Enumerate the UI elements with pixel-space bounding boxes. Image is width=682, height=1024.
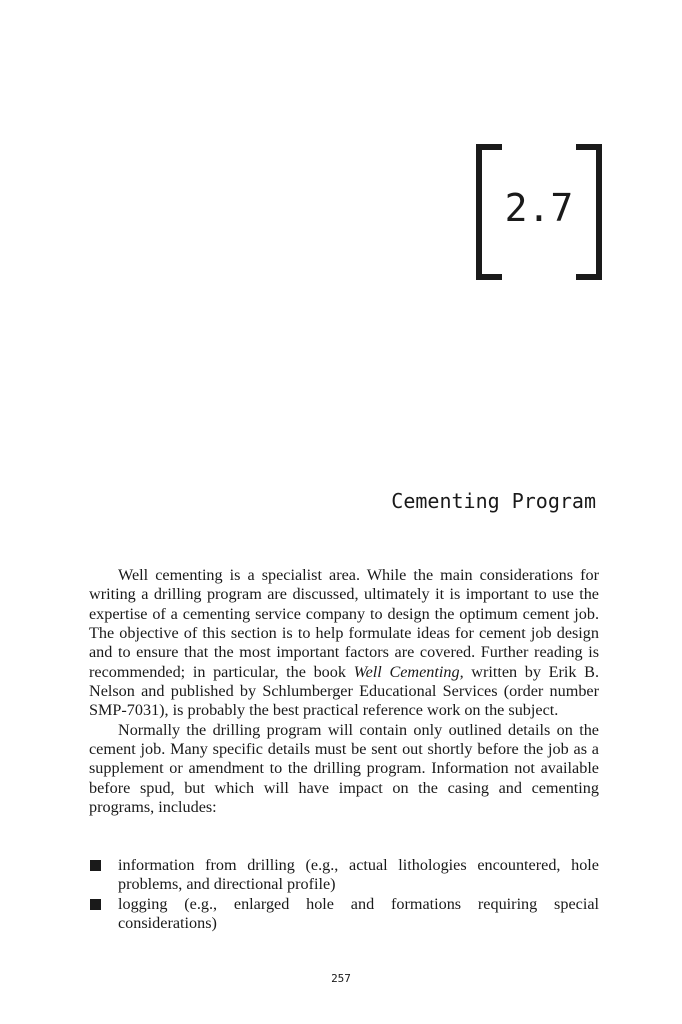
chapter-number-badge	[476, 144, 602, 274]
paragraph-1	[89, 566, 599, 721]
list-item-text: information from drilling (e.g., actual lithologies encountered, hole problems, and directional profile)	[118, 856, 599, 894]
paragraph-2: Normally the drilling program will contain only outlined details on the cement job. Many specific details must be sent out shortly before the job as a supplement or amendment to the drilling program. Information not available before spud, but which will have impact on the casing and cementing programs, includes:	[89, 720, 599, 817]
list-item	[89, 895, 599, 934]
paragraph-1-text-a: Well cementing is a specialist area. While the main considerations for writing a drilling program are discussed, ultimately it is important to use the expertise of a cementing service company to design the optimum cement job. The objective of this section is to help formulate ideas for cement job design and to ensure that the most important factors are covered. Further reading is recommended; in particular, the book	[89, 566, 599, 681]
page-number: 257	[331, 972, 351, 985]
list-item	[89, 856, 599, 895]
list-item-text: logging (e.g., enlarged hole and formations requiring special considerations)	[118, 894, 599, 933]
bullet-list	[89, 856, 599, 933]
section-title: Cementing Program	[391, 489, 596, 513]
right-bracket	[576, 144, 602, 280]
paragraph-1-text-b: written by Erik B. Nelson and published by Schlumberger Educational Services (order number SMP-7031), is probably the best practical reference work on the subject.	[89, 662, 599, 720]
square-bullet-icon	[90, 860, 101, 871]
chapter-number: 2.7	[504, 186, 574, 230]
square-bullet-icon	[90, 899, 101, 910]
body-text	[89, 566, 599, 817]
book-title: Well Cementing,	[353, 662, 464, 681]
